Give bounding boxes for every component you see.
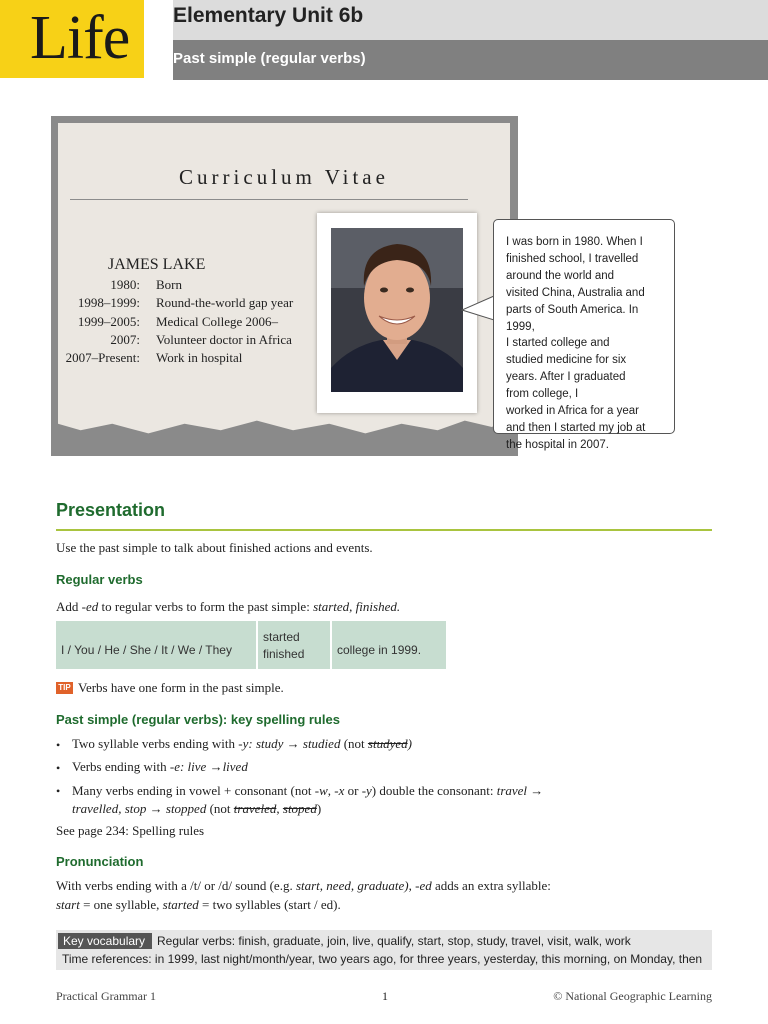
- spelling-rule-2: [72, 759, 248, 775]
- see-page-link: See page 234: Spelling rules: [56, 823, 205, 838]
- text-run: (not: [206, 801, 234, 816]
- header-title-bar: [173, 0, 768, 40]
- bullet-icon: •: [56, 738, 61, 752]
- text-run: Add: [56, 599, 82, 614]
- cv-divider: [70, 199, 468, 200]
- life-logo: [0, 0, 144, 78]
- bubble-line: and then I started my job at: [506, 421, 646, 434]
- key-vocabulary-line-2: Time references: in 1999, last night/month/year, two years ago, for three years, yesterday, this morning, on Monday, then: [62, 952, 703, 966]
- text-run: →: [206, 759, 223, 774]
- cv-title: Curriculum Vitae: [179, 165, 389, 189]
- text-run: start: [56, 897, 80, 912]
- spelling-rules-heading: Past simple (regular verbs): key spelling rules: [56, 712, 340, 727]
- text-run: adds an extra syllable:: [431, 878, 551, 893]
- text-run: -w: [314, 783, 328, 798]
- text-run: -ed: [415, 878, 432, 893]
- portrait-photo: [331, 228, 463, 392]
- text-run: ,: [408, 878, 416, 893]
- header-subtitle-bar: [173, 40, 768, 80]
- text-run: ): [407, 736, 412, 751]
- cv-event: Work in hospital: [156, 350, 243, 365]
- text-run: = two syllables (start / ed).: [198, 897, 341, 912]
- unit-subtitle: Past simple (regular verbs): [173, 50, 366, 67]
- bubble-line: around the world and: [506, 269, 615, 282]
- cv-year: 1999–2005:: [77, 314, 140, 329]
- section-divider: [56, 529, 712, 531]
- text-run: travelled, stop: [72, 801, 147, 816]
- bubble-line: I was born in 1980. When I: [506, 236, 643, 248]
- unit-title: Elementary Unit 6b: [173, 4, 364, 27]
- table-cell-object: [332, 621, 446, 669]
- cv-year: 1980:: [110, 277, 140, 292]
- text-run: ,: [276, 801, 283, 816]
- cell-text: college in 1999.: [337, 643, 422, 657]
- speech-bubble-text: [506, 234, 668, 454]
- bubble-line: years. After I graduated: [506, 371, 626, 384]
- text-run: -ed: [81, 599, 99, 614]
- cv-event: Born: [156, 277, 182, 292]
- cell-text: started: [263, 630, 300, 644]
- cv-year: 2007–Present:: [65, 350, 140, 365]
- intro-text: Use the past simple to talk about finished actions and events.: [56, 540, 373, 555]
- text-run: traveled: [233, 801, 277, 816]
- footer-left: Practical Grammar 1: [56, 989, 156, 1003]
- spelling-rule-3: [72, 782, 712, 818]
- bubble-line: parts of South America. In: [506, 303, 639, 316]
- portrait-illustration: [331, 228, 463, 392]
- footer-right: © National Geographic Learning: [553, 989, 712, 1003]
- tip-badge: TIP: [56, 682, 73, 694]
- text-run: -x: [334, 783, 345, 798]
- cell-text: I / You / He / She / It / We / They: [61, 643, 232, 657]
- key-vocabulary-label: [58, 933, 152, 949]
- example-table: [56, 621, 446, 669]
- pronunciation-heading: Pronunciation: [56, 854, 144, 869]
- label-text: Key vocabulary: [63, 934, 146, 948]
- bubble-line: worked in Africa for a year: [506, 405, 639, 418]
- text-run: ): [316, 801, 322, 816]
- text-run: (not: [340, 736, 368, 751]
- text-run: With verbs ending with a /t/ or /d/ sound (e.g.: [56, 878, 296, 893]
- cv-event: Round-the-world gap year: [156, 295, 294, 310]
- text-run: ) double the consonant:: [371, 783, 497, 798]
- bullet-icon: •: [56, 784, 61, 798]
- cv-year: 1998–1999:: [77, 295, 140, 310]
- text-run: studyed: [367, 736, 408, 751]
- text-run: or: [344, 783, 362, 798]
- bubble-line: the hospital in 2007.: [506, 438, 609, 451]
- key-vocabulary-line-1: Regular verbs: finish, graduate, join, live, qualify, start, stop, study, travel, visit, walk, work: [157, 934, 631, 948]
- text-run: →: [283, 736, 303, 751]
- text-run: →: [527, 783, 544, 798]
- pronunciation-line-1: [56, 878, 551, 894]
- text-run: →: [146, 801, 166, 816]
- bullet-icon: •: [56, 761, 61, 775]
- text-run: to regular verbs to form the past simple:: [98, 599, 314, 614]
- text-run: stoped: [282, 801, 317, 816]
- cv-name: JAMES LAKE: [108, 256, 206, 273]
- section-title: Presentation: [56, 500, 166, 520]
- text-run: lived: [222, 759, 248, 774]
- text-run: studied: [302, 736, 341, 751]
- text-run: -e: live: [169, 759, 207, 774]
- bubble-line: visited China, Australia and: [506, 286, 645, 299]
- regular-verbs-heading: Regular verbs: [56, 572, 143, 587]
- tip-text: Verbs have one form in the past simple.: [78, 680, 284, 695]
- table-cell-subject: [56, 621, 256, 669]
- bubble-line: finished school, I travelled: [506, 252, 639, 265]
- cv-event: Medical College 2006–: [156, 314, 279, 329]
- spelling-rule-1: [72, 736, 412, 752]
- cell-text: finished: [263, 647, 305, 661]
- text-run: travel: [496, 783, 528, 798]
- text-run: -y: study: [238, 736, 284, 751]
- text-run: started: [162, 897, 199, 912]
- text-run: started, finished.: [313, 599, 401, 614]
- text-run: Two syllable verbs ending with: [72, 736, 239, 751]
- pronunciation-line-2: [56, 897, 341, 913]
- table-cell-verb: [258, 621, 330, 669]
- bubble-line: 1999,: [506, 320, 535, 333]
- text-run: -y: [361, 783, 372, 798]
- bubble-line: I started college and: [506, 337, 610, 350]
- page-number: 1: [382, 989, 388, 1003]
- text-run: Verbs ending with: [72, 759, 170, 774]
- bubble-line: from college, I: [506, 388, 579, 401]
- text-run: stopped: [165, 801, 207, 816]
- text-run: = one syllable,: [79, 897, 163, 912]
- text-run: Many verbs ending in vowel + consonant (not: [72, 783, 315, 798]
- regular-verbs-text: [56, 599, 400, 615]
- cv-event: Volunteer doctor in Africa: [156, 332, 292, 347]
- text-run: ,: [327, 783, 335, 798]
- logo-text: Life: [30, 4, 130, 72]
- text-run: start, need, graduate): [295, 878, 409, 893]
- bubble-line: studied medicine for six: [506, 354, 627, 367]
- cv-year: 2007:: [110, 332, 140, 347]
